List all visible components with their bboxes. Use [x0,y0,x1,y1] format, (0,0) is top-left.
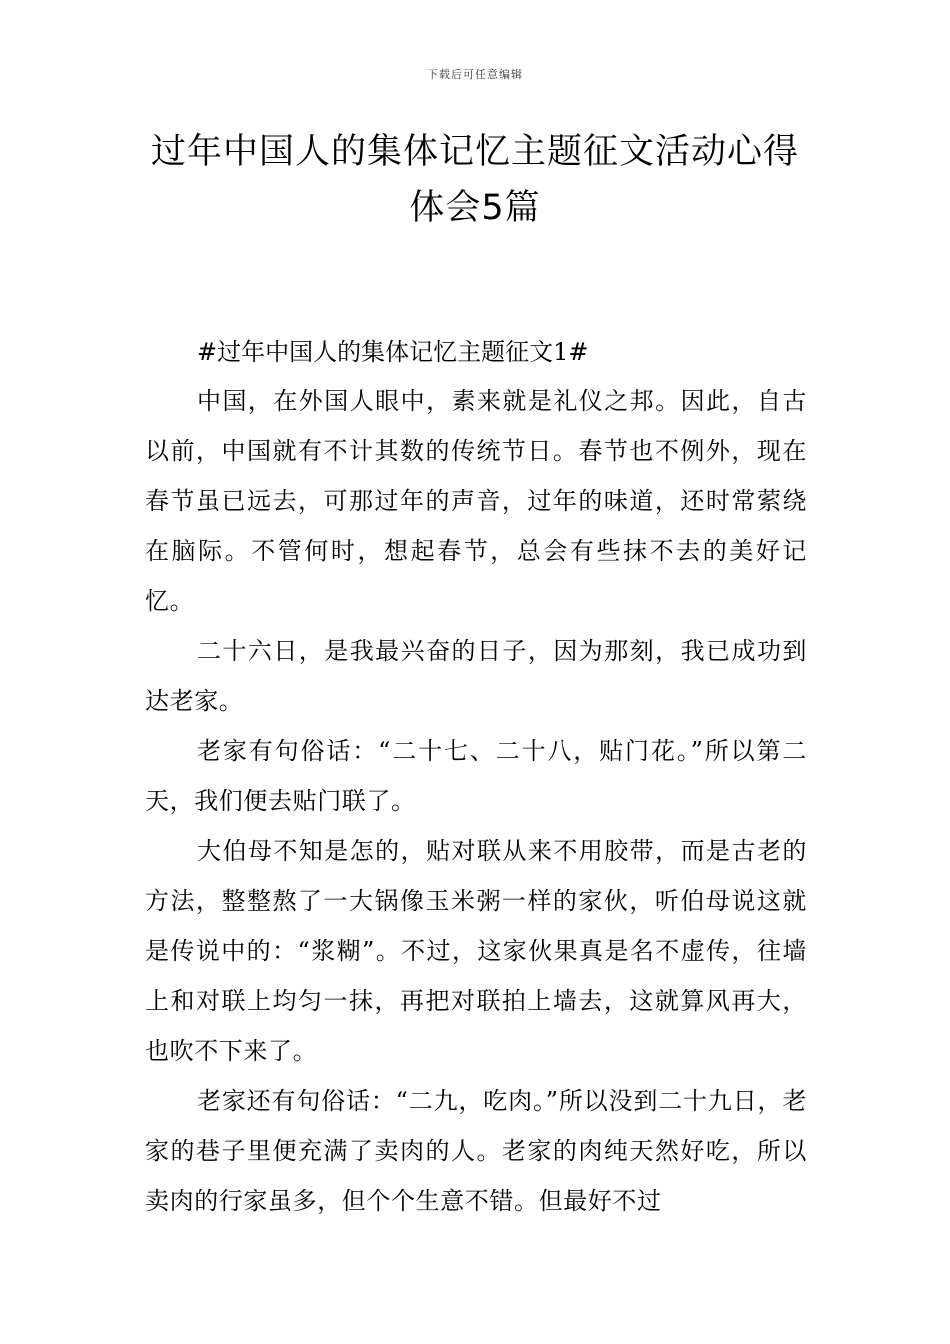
paragraph: 二十六日，是我最兴奋的日子，因为那刻，我已成功到达老家。 [145,637,807,715]
title-line-2: 体会5篇 [409,188,541,228]
header-note: 下载后可任意编辑 [427,68,523,81]
paragraph: 中国，在外国人眼中，素来就是礼仪之邦。因此，自古以前，中国就有不计其数的传统节日。春节也不例外，现在春节虽已远去，可那过年的声音，过年的味道，还时常萦绕在脑际。不管何时，想起春节，总会有些抹不去的美好记忆。 [145,387,807,615]
document-title [140,124,810,236]
paragraph: 老家还有句俗话：“二九，吃肉。”所以没到二十九日，老家的巷子里便充满了卖肉的人。老家的肉纯天然好吃，所以卖肉的行家虽多，但个个生意不错。但最好不过 [145,1087,807,1215]
paragraph: 大伯母不知是怎的，贴对联从来不用胶带，而是古老的方法，整整熬了一大锅像玉米粥一样的家伙，听伯母说这就是传说中的：“浆糊”。不过，这家伙果真是名不虚传，往墙上和对联上均匀一抹，再把对联拍上墙去，这就算风再大，也吹不下来了。 [145,837,807,1065]
paragraph: 老家有句俗话：“二十七、二十八，贴门花。”所以第二天，我们便去贴门联了。 [145,737,807,815]
title-line-1: 过年中国人的集体记忆主题征文活动心得 [150,132,799,172]
document-body [145,328,807,1226]
section-heading: #过年中国人的集体记忆主题征文1# [197,338,589,366]
